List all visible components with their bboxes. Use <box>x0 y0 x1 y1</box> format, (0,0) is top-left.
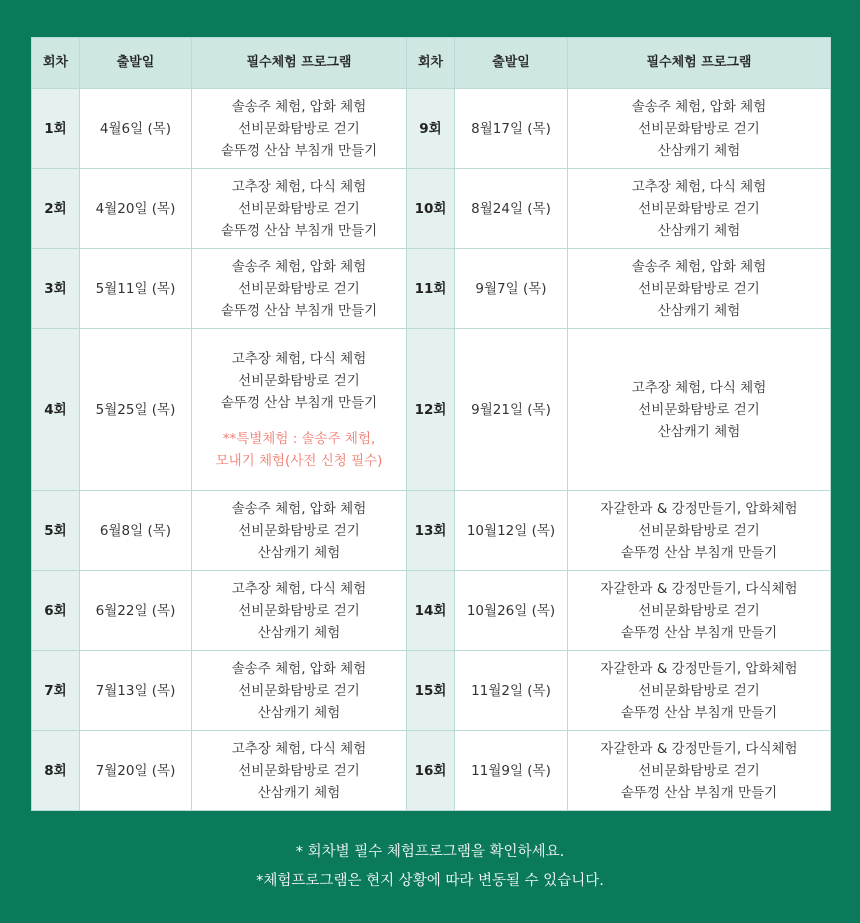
program-line: 솥뚜껑 산삼 부침개 만들기 <box>620 624 778 641</box>
program-line: 솔송주 체험, 압화 체험 <box>231 258 367 275</box>
program-line: 선비문화탐방로 걷기 <box>638 401 760 418</box>
schedule-table <box>31 37 831 811</box>
program-cell <box>192 249 407 329</box>
date-cell: 5월25일 (목) <box>80 329 192 491</box>
round-cell: 6회 <box>32 571 80 651</box>
table-row <box>32 89 831 169</box>
program-line: 산삼캐기 체험 <box>657 222 741 239</box>
header-date-2: 출발일 <box>455 38 568 89</box>
program-line: 자갈한과 & 강정만들기, 압화체험 <box>600 500 798 517</box>
program-line: 선비문화탐방로 걷기 <box>638 762 760 779</box>
program-line: 선비문화탐방로 걷기 <box>238 682 360 699</box>
header-date: 출발일 <box>80 38 192 89</box>
date-cell: 8월24일 (목) <box>455 169 568 249</box>
program-cell <box>568 731 831 811</box>
program-line: 선비문화탐방로 걷기 <box>638 682 760 699</box>
round-cell: 1회 <box>32 89 80 169</box>
date-cell: 4월20일 (목) <box>80 169 192 249</box>
program-cell <box>568 329 831 491</box>
program-line: 솔송주 체험, 압화 체험 <box>631 258 767 275</box>
program-line: 산삼캐기 체험 <box>257 704 341 721</box>
schedule-table-wrapper <box>31 37 830 811</box>
program-line: 자갈한과 & 강정만들기, 다식체험 <box>600 580 798 597</box>
program-line: 솥뚜껑 산삼 부침개 만들기 <box>620 784 778 801</box>
date-cell: 4월6일 (목) <box>80 89 192 169</box>
program-line: 솥뚜껑 산삼 부침개 만들기 <box>620 544 778 561</box>
program-line: 선비문화탐방로 걷기 <box>238 522 360 539</box>
program-line: 선비문화탐방로 걷기 <box>238 280 360 297</box>
spacer <box>192 414 406 428</box>
program-cell <box>568 491 831 571</box>
program-line: 산삼캐기 체험 <box>657 302 741 319</box>
program-line: 자갈한과 & 강정만들기, 다식체험 <box>600 740 798 757</box>
round-cell: 2회 <box>32 169 80 249</box>
round-cell: 12회 <box>407 329 455 491</box>
date-cell: 6월22일 (목) <box>80 571 192 651</box>
program-line: 솥뚜껑 산삼 부침개 만들기 <box>220 302 378 319</box>
header-program-2: 필수체험 프로그램 <box>568 38 831 89</box>
table-row <box>32 651 831 731</box>
program-line: 선비문화탐방로 걷기 <box>638 522 760 539</box>
date-cell: 7월20일 (목) <box>80 731 192 811</box>
program-cell <box>568 249 831 329</box>
program-line: 솔송주 체험, 압화 체험 <box>631 98 767 115</box>
header-round-2: 회차 <box>407 38 455 89</box>
program-line: 선비문화탐방로 걷기 <box>238 372 360 389</box>
program-line: 선비문화탐방로 걷기 <box>238 602 360 619</box>
round-cell: 16회 <box>407 731 455 811</box>
program-line: 고추장 체험, 다식 체험 <box>231 178 367 195</box>
round-cell: 8회 <box>32 731 80 811</box>
round-cell: 4회 <box>32 329 80 491</box>
program-line: 산삼캐기 체험 <box>657 423 741 440</box>
header-round: 회차 <box>32 38 80 89</box>
program-line: 선비문화탐방로 걷기 <box>238 200 360 217</box>
program-line: 고추장 체험, 다식 체험 <box>631 379 767 396</box>
program-line: 산삼캐기 체험 <box>257 784 341 801</box>
footnote-2: *체험프로그램은 현지 상황에 따라 변동될 수 있습니다. <box>256 873 604 889</box>
program-cell <box>568 651 831 731</box>
date-cell: 11월9일 (목) <box>455 731 568 811</box>
program-cell <box>192 329 407 491</box>
program-cell <box>192 491 407 571</box>
program-line: 선비문화탐방로 걷기 <box>238 120 360 137</box>
date-cell: 9월7일 (목) <box>455 249 568 329</box>
program-cell <box>192 731 407 811</box>
program-line: 솥뚜껑 산삼 부침개 만들기 <box>220 394 378 411</box>
program-cell <box>568 89 831 169</box>
date-cell: 9월21일 (목) <box>455 329 568 491</box>
program-line: 솥뚜껑 산삼 부침개 만들기 <box>620 704 778 721</box>
footnotes <box>0 838 860 896</box>
date-cell: 5월11일 (목) <box>80 249 192 329</box>
schedule-body <box>32 89 831 811</box>
program-line: 자갈한과 & 강정만들기, 압화체험 <box>600 660 798 677</box>
program-line: 고추장 체험, 다식 체험 <box>231 740 367 757</box>
program-line: 산삼캐기 체험 <box>257 544 341 561</box>
table-row <box>32 249 831 329</box>
program-line: 산삼캐기 체험 <box>257 624 341 641</box>
program-line: 솔송주 체험, 압화 체험 <box>231 98 367 115</box>
round-cell: 7회 <box>32 651 80 731</box>
table-row <box>32 329 831 491</box>
program-line: 고추장 체험, 다식 체험 <box>231 580 367 597</box>
table-row <box>32 731 831 811</box>
program-line: 선비문화탐방로 걷기 <box>638 200 760 217</box>
date-cell: 7월13일 (목) <box>80 651 192 731</box>
table-row <box>32 491 831 571</box>
round-cell: 15회 <box>407 651 455 731</box>
program-line: 선비문화탐방로 걷기 <box>638 602 760 619</box>
footnote-1: * 회차별 필수 체험프로그램을 확인하세요. <box>295 844 565 860</box>
program-cell <box>192 89 407 169</box>
program-cell <box>192 571 407 651</box>
round-cell: 14회 <box>407 571 455 651</box>
date-cell: 10월26일 (목) <box>455 571 568 651</box>
program-cell <box>192 651 407 731</box>
date-cell: 8월17일 (목) <box>455 89 568 169</box>
round-cell: 10회 <box>407 169 455 249</box>
program-line: 솥뚜껑 산삼 부침개 만들기 <box>220 142 378 159</box>
header-row <box>32 38 831 89</box>
program-line: 선비문화탐방로 걷기 <box>638 120 760 137</box>
program-cell <box>192 169 407 249</box>
program-cell <box>568 571 831 651</box>
special-program-note: **특별체험 : 솔송주 체험, <box>222 430 376 447</box>
program-line: 선비문화탐방로 걷기 <box>238 762 360 779</box>
program-line: 고추장 체험, 다식 체험 <box>231 350 367 367</box>
program-line: 산삼캐기 체험 <box>657 142 741 159</box>
special-program-note: 모내기 체험(사전 신청 필수) <box>215 452 383 469</box>
date-cell: 11월2일 (목) <box>455 651 568 731</box>
program-line: 솥뚜껑 산삼 부침개 만들기 <box>220 222 378 239</box>
program-cell <box>568 169 831 249</box>
date-cell: 6월8일 (목) <box>80 491 192 571</box>
round-cell: 13회 <box>407 491 455 571</box>
program-line: 솔송주 체험, 압화 체험 <box>231 660 367 677</box>
table-row <box>32 169 831 249</box>
table-row <box>32 571 831 651</box>
round-cell: 5회 <box>32 491 80 571</box>
program-line: 고추장 체험, 다식 체험 <box>631 178 767 195</box>
round-cell: 11회 <box>407 249 455 329</box>
date-cell: 10월12일 (목) <box>455 491 568 571</box>
round-cell: 3회 <box>32 249 80 329</box>
program-line: 솔송주 체험, 압화 체험 <box>231 500 367 517</box>
header-program: 필수체험 프로그램 <box>192 38 407 89</box>
round-cell: 9회 <box>407 89 455 169</box>
program-line: 선비문화탐방로 걷기 <box>638 280 760 297</box>
